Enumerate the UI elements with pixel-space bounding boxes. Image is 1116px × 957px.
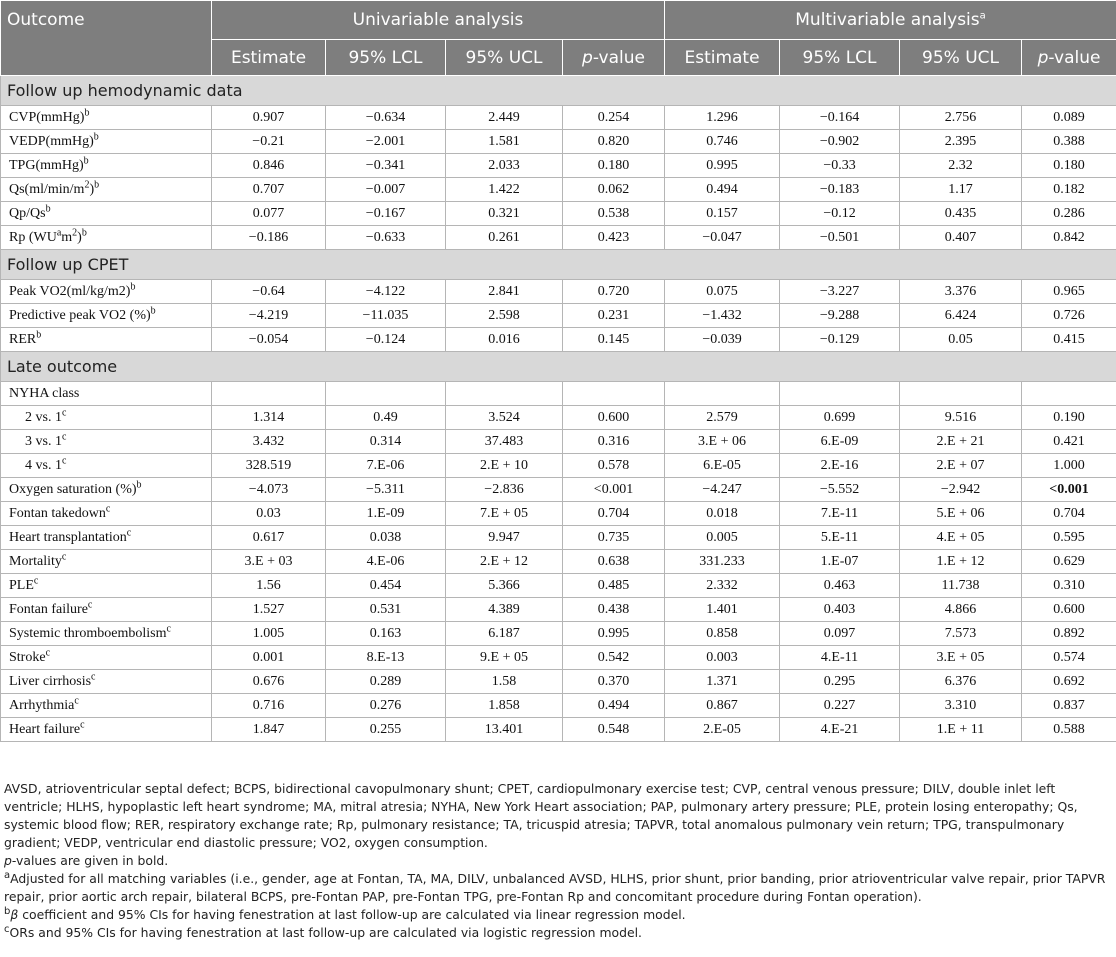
univariable-cell: −4.073 <box>212 478 326 502</box>
table-row <box>1 526 1116 550</box>
univariable-cell: 0.578 <box>563 454 665 478</box>
univariable-cell: 0.617 <box>212 526 326 550</box>
row-label: Stroke$^c$ <box>1 646 212 670</box>
multivariable-cell: 1.E + 12 <box>900 550 1022 574</box>
univariable-cell: 0.289 <box>326 670 446 694</box>
univariable-cell: 1.58 <box>446 670 563 694</box>
table-row <box>1 226 1116 250</box>
table-row <box>1 574 1116 598</box>
multivariable-cell: 2.E + 21 <box>900 430 1022 454</box>
univariable-cell: 0.255 <box>326 718 446 742</box>
footnote-c: $^c$ORs and 95% CIs for having fenestration at last follow-up are calculated via logistic regression model. <box>4 923 642 940</box>
row-label: Arrhythmia$^c$ <box>1 694 212 718</box>
univariable-cell: 0.907 <box>212 106 326 130</box>
multivariable-cell: 1.17 <box>900 178 1022 202</box>
multivariable-cell: 2.579 <box>665 406 780 430</box>
multivariable-cell: 4.E-11 <box>780 646 900 670</box>
univariable-cell <box>326 382 446 406</box>
univariable-cell: 0.438 <box>563 598 665 622</box>
univariable-cell: 1.581 <box>446 130 563 154</box>
univariable-cell: −0.007 <box>326 178 446 202</box>
table-row <box>1 598 1116 622</box>
multivariable-cell: 0.704 <box>1022 502 1116 526</box>
section-title: Follow up CPET <box>1 250 1116 280</box>
footnote-a: $^a$Adjusted for all matching variables (i.e., gender, age at Fontan, TA, MA, DILV, unbalanced AVSD, HLHS, prior shunt, prior banding, prior atrioventricular valve repair, prior TAPVR repair, prior aortic arch repair, bilateral BCPS, pre-Fontan PAP, pre-Fontan TPG, pre-Fontan Rp and concomitant procedure during Fontan operation). <box>4 869 1106 904</box>
univariable-cell: −0.341 <box>326 154 446 178</box>
multivariable-cell: 2.756 <box>900 106 1022 130</box>
multivariable-cell: 331.233 <box>665 550 780 574</box>
univariable-cell: 1.314 <box>212 406 326 430</box>
row-label: PLE$^c$ <box>1 574 212 598</box>
univariable-cell: 1.E-09 <box>326 502 446 526</box>
multivariable-cell: 0.310 <box>1022 574 1116 598</box>
multivariable-cell: −4.247 <box>665 478 780 502</box>
table-row <box>1 130 1116 154</box>
table-row <box>1 382 1116 406</box>
univariable-cell: 0.254 <box>563 106 665 130</box>
table-row <box>1 154 1116 178</box>
univariable-cell: −0.633 <box>326 226 446 250</box>
table-row <box>1 178 1116 202</box>
multivariable-cell: −2.942 <box>900 478 1022 502</box>
multivariable-cell: 6.376 <box>900 670 1022 694</box>
abbreviations-note: AVSD, atrioventricular septal defect; BCPS, bidirectional cavopulmonary shunt; CPET, cardiopulmonary exercise test; CVP, central venous pressure; DILV, double inlet left ventricle; HLHS, hypoplastic left heart syndrome; MA, mitral atresia; NYHA, New York Heart association; PAP, pulmonary artery pressure; PLE, protein losing enteropathy; Qs, systemic blood flow; RER, respiratory exchange rate; Rp, pulmonary resistance; TA, tricuspid atresia; TAPVR, total anomalous pulmonary vein return; TPG, transpulmonary gradient; VEDP, ventricular end diastolic pressure; VO2, oxygen consumption. <box>4 781 1078 850</box>
multivariable-cell: 1.E + 11 <box>900 718 1022 742</box>
multivariable-header: Multivariable analysis$^a$ <box>665 1 1116 40</box>
univariable-cell: −2.001 <box>326 130 446 154</box>
multivariable-cell: 4.866 <box>900 598 1022 622</box>
multivariable-cell <box>665 382 780 406</box>
multivariable-cell: 0.867 <box>665 694 780 718</box>
multivariable-cell: 0.995 <box>665 154 780 178</box>
section-row <box>1 250 1116 280</box>
multivariable-cell: <0.001 <box>1022 478 1116 502</box>
univariable-cell <box>212 382 326 406</box>
multivariable-cell: 1.000 <box>1022 454 1116 478</box>
multivariable-cell: 2.E + 07 <box>900 454 1022 478</box>
univariable-cell: 4.389 <box>446 598 563 622</box>
univariable-cell: 0.716 <box>212 694 326 718</box>
multivariable-cell: −0.164 <box>780 106 900 130</box>
multivariable-cell: 3.310 <box>900 694 1022 718</box>
univariable-header: Univariable analysis <box>212 1 665 40</box>
univariable-cell: 1.847 <box>212 718 326 742</box>
univariable-cell: 0.735 <box>563 526 665 550</box>
row-label: Peak $VO2(ml/kg/m2)^b$ <box>1 280 212 304</box>
table-row <box>1 430 1116 454</box>
multivariable-cell: 2.E-05 <box>665 718 780 742</box>
univariable-cell: −0.054 <box>212 328 326 352</box>
multivariable-cell: −0.902 <box>780 130 900 154</box>
footnotes <box>4 780 1114 942</box>
section-title: Late outcome <box>1 352 1116 382</box>
multivariable-cell: 0.075 <box>665 280 780 304</box>
univariable-cell: −0.124 <box>326 328 446 352</box>
multivariable-cell: 0.180 <box>1022 154 1116 178</box>
ucl-header: 95% UCL <box>446 40 563 76</box>
univariable-cell: −4.219 <box>212 304 326 328</box>
univariable-cell: 0.276 <box>326 694 446 718</box>
row-label: $Qs(ml/\min/m^2)^b$ <box>1 178 212 202</box>
univariable-cell: 1.56 <box>212 574 326 598</box>
estimate-header: Estimate <box>212 40 326 76</box>
multivariable-cell: −3.227 <box>780 280 900 304</box>
univariable-cell: 0.638 <box>563 550 665 574</box>
multivariable-cell: 0.600 <box>1022 598 1116 622</box>
univariable-cell: 37.483 <box>446 430 563 454</box>
multivariable-cell: 11.738 <box>900 574 1022 598</box>
univariable-cell: 1.422 <box>446 178 563 202</box>
multivariable-cell: 2.332 <box>665 574 780 598</box>
row-label: Heart failure$^c$ <box>1 718 212 742</box>
univariable-cell: −2.836 <box>446 478 563 502</box>
multivariable-cell: 0.699 <box>780 406 900 430</box>
multivariable-cell: 0.089 <box>1022 106 1116 130</box>
table-row <box>1 328 1116 352</box>
p-value-header: p-value <box>563 40 665 76</box>
univariable-cell: 0.542 <box>563 646 665 670</box>
multivariable-cell: −5.552 <box>780 478 900 502</box>
univariable-cell: 0.321 <box>446 202 563 226</box>
univariable-cell: 0.820 <box>563 130 665 154</box>
univariable-cell: −0.634 <box>326 106 446 130</box>
row-label: TPG(mmHg)$^b$ <box>1 154 212 178</box>
table-row <box>1 454 1116 478</box>
univariable-cell: 2.E + 10 <box>446 454 563 478</box>
univariable-cell: 1.005 <box>212 622 326 646</box>
multivariable-cell: 3.E + 06 <box>665 430 780 454</box>
multivariable-cell: −9.288 <box>780 304 900 328</box>
univariable-cell: <0.001 <box>563 478 665 502</box>
multivariable-cell: 0.003 <box>665 646 780 670</box>
univariable-cell: 0.49 <box>326 406 446 430</box>
multivariable-cell: 0.388 <box>1022 130 1116 154</box>
multivariable-cell: 4.E + 05 <box>900 526 1022 550</box>
multivariable-cell: 0.692 <box>1022 670 1116 694</box>
row-label: Oxygen saturation (%)$^b$ <box>1 478 212 502</box>
multivariable-cell: 9.516 <box>900 406 1022 430</box>
univariable-cell: 6.187 <box>446 622 563 646</box>
multivariable-cell: 0.403 <box>780 598 900 622</box>
multivariable-cell: 0.463 <box>780 574 900 598</box>
univariable-cell: 2.033 <box>446 154 563 178</box>
univariable-cell: 0.180 <box>563 154 665 178</box>
univariable-cell: −0.167 <box>326 202 446 226</box>
multivariable-cell: 3.376 <box>900 280 1022 304</box>
lcl-header: 95% LCL <box>780 40 900 76</box>
univariable-cell: 0.038 <box>326 526 446 550</box>
multivariable-cell: 1.401 <box>665 598 780 622</box>
multivariable-cell: 0.858 <box>665 622 780 646</box>
multivariable-cell: 5.E-11 <box>780 526 900 550</box>
univariable-cell <box>446 382 563 406</box>
univariable-cell: 9.947 <box>446 526 563 550</box>
table-row <box>1 406 1116 430</box>
multivariable-cell: 6.E-09 <box>780 430 900 454</box>
multivariable-cell: −0.501 <box>780 226 900 250</box>
univariable-cell: −5.311 <box>326 478 446 502</box>
univariable-cell: 0.314 <box>326 430 446 454</box>
multivariable-cell <box>780 382 900 406</box>
section-row <box>1 352 1116 382</box>
univariable-cell: 13.401 <box>446 718 563 742</box>
table-row <box>1 478 1116 502</box>
section-row <box>1 76 1116 106</box>
univariable-cell: 0.720 <box>563 280 665 304</box>
univariable-cell: 0.062 <box>563 178 665 202</box>
table-row <box>1 550 1116 574</box>
table-row <box>1 694 1116 718</box>
row-label: Predictive peak VO2 (%)$^b$ <box>1 304 212 328</box>
multivariable-cell: 0.629 <box>1022 550 1116 574</box>
univariable-cell: 0.846 <box>212 154 326 178</box>
table-row <box>1 304 1116 328</box>
multivariable-cell: 0.407 <box>900 226 1022 250</box>
univariable-cell: 1.527 <box>212 598 326 622</box>
multivariable-cell: 0.588 <box>1022 718 1116 742</box>
multivariable-cell: 0.097 <box>780 622 900 646</box>
multivariable-cell: −0.183 <box>780 178 900 202</box>
univariable-cell: 328.519 <box>212 454 326 478</box>
table-row <box>1 502 1116 526</box>
multivariable-cell: −0.129 <box>780 328 900 352</box>
multivariable-cell: 7.E-11 <box>780 502 900 526</box>
multivariable-cell: 0.574 <box>1022 646 1116 670</box>
univariable-cell: 2.841 <box>446 280 563 304</box>
univariable-cell: 7.E + 05 <box>446 502 563 526</box>
multivariable-cell: 6.E-05 <box>665 454 780 478</box>
multivariable-cell: 5.E + 06 <box>900 502 1022 526</box>
multivariable-cell: 2.E-16 <box>780 454 900 478</box>
univariable-cell: 2.598 <box>446 304 563 328</box>
multivariable-cell: 0.227 <box>780 694 900 718</box>
multivariable-cell: 0.05 <box>900 328 1022 352</box>
multivariable-cell: 0.190 <box>1022 406 1116 430</box>
table-row <box>1 202 1116 226</box>
multivariable-cell: 0.182 <box>1022 178 1116 202</box>
univariable-cell: 8.E-13 <box>326 646 446 670</box>
univariable-cell: 0.548 <box>563 718 665 742</box>
multivariable-cell: 0.435 <box>900 202 1022 226</box>
lcl-header: 95% LCL <box>326 40 446 76</box>
multivariable-cell: 0.494 <box>665 178 780 202</box>
univariable-cell: 0.001 <box>212 646 326 670</box>
univariable-cell: 0.600 <box>563 406 665 430</box>
univariable-cell: 0.494 <box>563 694 665 718</box>
multivariable-cell: 0.842 <box>1022 226 1116 250</box>
univariable-cell: 3.E + 03 <box>212 550 326 574</box>
univariable-cell: 0.531 <box>326 598 446 622</box>
row-label: Heart transplantation$^c$ <box>1 526 212 550</box>
multivariable-cell: 0.595 <box>1022 526 1116 550</box>
multivariable-cell: 0.892 <box>1022 622 1116 646</box>
univariable-cell: 9.E + 05 <box>446 646 563 670</box>
table-row <box>1 646 1116 670</box>
univariable-cell: 7.E-06 <box>326 454 446 478</box>
multivariable-cell <box>900 382 1022 406</box>
multivariable-cell: 0.295 <box>780 670 900 694</box>
row-label: 4 vs. 1$^c$ <box>1 454 212 478</box>
multivariable-cell: 0.005 <box>665 526 780 550</box>
univariable-cell: 0.676 <box>212 670 326 694</box>
footnote-b: $^b$β coefficient and 95% CIs for having fenestration at last follow-up are calculated via linear regression model. <box>4 905 686 922</box>
univariable-cell: 0.423 <box>563 226 665 250</box>
univariable-cell: −11.035 <box>326 304 446 328</box>
multivariable-cell: 0.421 <box>1022 430 1116 454</box>
p-value-header: p-value <box>1022 40 1116 76</box>
multivariable-cell: 0.726 <box>1022 304 1116 328</box>
univariable-cell: 3.524 <box>446 406 563 430</box>
multivariable-cell: −0.12 <box>780 202 900 226</box>
univariable-cell: 0.704 <box>563 502 665 526</box>
univariable-cell: 0.016 <box>446 328 563 352</box>
row-label: NYHA class <box>1 382 212 406</box>
multivariable-cell: 3.E + 05 <box>900 646 1022 670</box>
row-label: Liver cirrhosis$^c$ <box>1 670 212 694</box>
multivariable-cell: 6.424 <box>900 304 1022 328</box>
significance-note: p-values are given in bold. <box>4 853 169 868</box>
univariable-cell: −4.122 <box>326 280 446 304</box>
estimate-header: Estimate <box>665 40 780 76</box>
univariable-cell: 0.454 <box>326 574 446 598</box>
multivariable-cell: 1.296 <box>665 106 780 130</box>
univariable-cell: 0.485 <box>563 574 665 598</box>
multivariable-cell: 0.018 <box>665 502 780 526</box>
univariable-cell: 0.538 <box>563 202 665 226</box>
multivariable-cell: −1.432 <box>665 304 780 328</box>
multivariable-cell: −0.039 <box>665 328 780 352</box>
multivariable-cell <box>1022 382 1116 406</box>
multivariable-cell: 0.965 <box>1022 280 1116 304</box>
table-row <box>1 622 1116 646</box>
univariable-cell: 0.077 <box>212 202 326 226</box>
univariable-cell: 4.E-06 <box>326 550 446 574</box>
multivariable-cell: 1.371 <box>665 670 780 694</box>
univariable-cell: 0.370 <box>563 670 665 694</box>
multivariable-cell: −0.33 <box>780 154 900 178</box>
multivariable-cell: 0.286 <box>1022 202 1116 226</box>
univariable-cell: 5.366 <box>446 574 563 598</box>
univariable-cell: 0.163 <box>326 622 446 646</box>
univariable-cell: 1.858 <box>446 694 563 718</box>
univariable-cell: 0.995 <box>563 622 665 646</box>
univariable-cell: 3.432 <box>212 430 326 454</box>
multivariable-cell: 4.E-21 <box>780 718 900 742</box>
row-label: Fontan takedown$^c$ <box>1 502 212 526</box>
row-label: 2 vs. 1$^c$ <box>1 406 212 430</box>
multivariable-cell: 0.837 <box>1022 694 1116 718</box>
outcome-header: Outcome <box>1 1 212 76</box>
row-label: VEDP(mmHg)$^b$ <box>1 130 212 154</box>
multivariable-cell: 0.415 <box>1022 328 1116 352</box>
row-label: Rp $(WU^am^2)^b$ <box>1 226 212 250</box>
univariable-cell: −0.186 <box>212 226 326 250</box>
ucl-header: 95% UCL <box>900 40 1022 76</box>
table-row <box>1 106 1116 130</box>
row-label: CVP(mmHg)$^b$ <box>1 106 212 130</box>
table-row <box>1 718 1116 742</box>
multivariable-cell: 0.157 <box>665 202 780 226</box>
multivariable-cell: 0.746 <box>665 130 780 154</box>
univariable-cell: 2.449 <box>446 106 563 130</box>
section-title: Follow up hemodynamic data <box>1 76 1116 106</box>
univariable-cell <box>563 382 665 406</box>
row-label: Systemic thromboembolism$^c$ <box>1 622 212 646</box>
multivariable-cell: 2.32 <box>900 154 1022 178</box>
univariable-cell: 0.231 <box>563 304 665 328</box>
univariable-cell: 0.707 <box>212 178 326 202</box>
multivariable-cell: −0.047 <box>665 226 780 250</box>
table-row <box>1 280 1116 304</box>
univariable-cell: −0.64 <box>212 280 326 304</box>
row-label: Qp/Qs$^b$ <box>1 202 212 226</box>
multivariable-cell: 1.E-07 <box>780 550 900 574</box>
table-row <box>1 670 1116 694</box>
univariable-cell: 0.316 <box>563 430 665 454</box>
univariable-cell: 0.03 <box>212 502 326 526</box>
multivariable-cell: 7.573 <box>900 622 1022 646</box>
row-label: RER$^b$ <box>1 328 212 352</box>
multivariable-cell: 2.395 <box>900 130 1022 154</box>
univariable-cell: 0.145 <box>563 328 665 352</box>
row-label: Mortality$^c$ <box>1 550 212 574</box>
univariable-cell: 0.261 <box>446 226 563 250</box>
univariable-cell: 2.E + 12 <box>446 550 563 574</box>
row-label: Fontan failure$^c$ <box>1 598 212 622</box>
univariable-cell: −0.21 <box>212 130 326 154</box>
row-label: 3 vs. 1$^c$ <box>1 430 212 454</box>
